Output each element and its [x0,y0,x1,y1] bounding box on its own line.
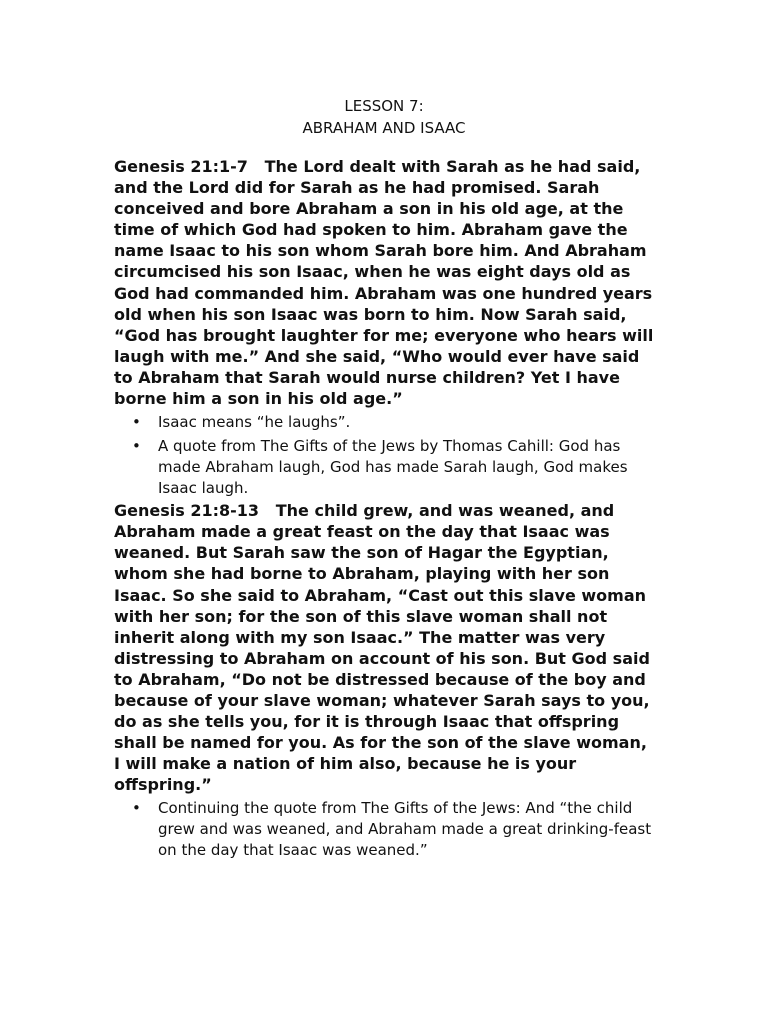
lesson-header [114,95,654,139]
lesson-number: LESSON 7: [344,97,424,115]
notes-list [114,412,654,499]
note-item: • Continuing the quote from The Gifts of the Jews: And “the child grew and was weaned, and Abraham made a great drinking-feast on the day that Isaac was weaned.” [158,798,654,861]
lesson-title: ABRAHAM AND ISAAC [302,119,466,137]
scripture-paragraph [114,500,654,795]
scripture-text: The Lord dealt with Sarah as he had said, and the Lord did for Sarah as he had promised. Sarah conceived and bore Abraham a son in his old age, at the time of which God had spoken to him. Abraham gave the name Isaac to his son whom Sarah bore him. And Abraham circumcised his son Isaac, when he was eight days old as God had commanded him. Abraham was one hundred years old when his son Isaac was born to him. Now Sarah said, “God has brought laughter for me; everyone who hears will laugh with me.” And she said, “Who would ever have said to Abraham that Sarah would nurse children? Yet I have borne him a son in his old age.” [114,157,654,409]
scripture-paragraph [114,156,654,409]
section-genesis-21-1-7 [114,156,654,499]
document-page [114,95,654,862]
scripture-reference: Genesis 21:1-7 [114,157,248,176]
section-genesis-21-8-13 [114,500,654,861]
scripture-text: The child grew, and was weaned, and Abraham made a great feast on the day that Isaac was weaned. But Sarah saw the son of Hagar the Egyptian, whom she had borne to Abraham, playing with her son Isaac. So she said to Abraham, “Cast out this slave woman with her son; for the son of this slave woman shall not inherit along with my son Isaac.” The matter was very distressing to Abraham on account of his son. But God said to Abraham, “Do not be distressed because of the boy and because of your slave woman; whatever Sarah says to you, do as she tells you, for it is through Isaac that offspring shall be named for you. As for the son of the slave woman, I will make a nation of him also, because he is your offspring.” [114,501,650,795]
note-item: • Isaac means “he laughs”. [158,412,654,433]
note-item: • A quote from The Gifts of the Jews by Thomas Cahill: God has made Abraham laugh, God has made Sarah laugh, God makes Isaac laugh. [158,436,654,499]
notes-list [114,798,654,861]
scripture-reference: Genesis 21:8-13 [114,501,260,521]
